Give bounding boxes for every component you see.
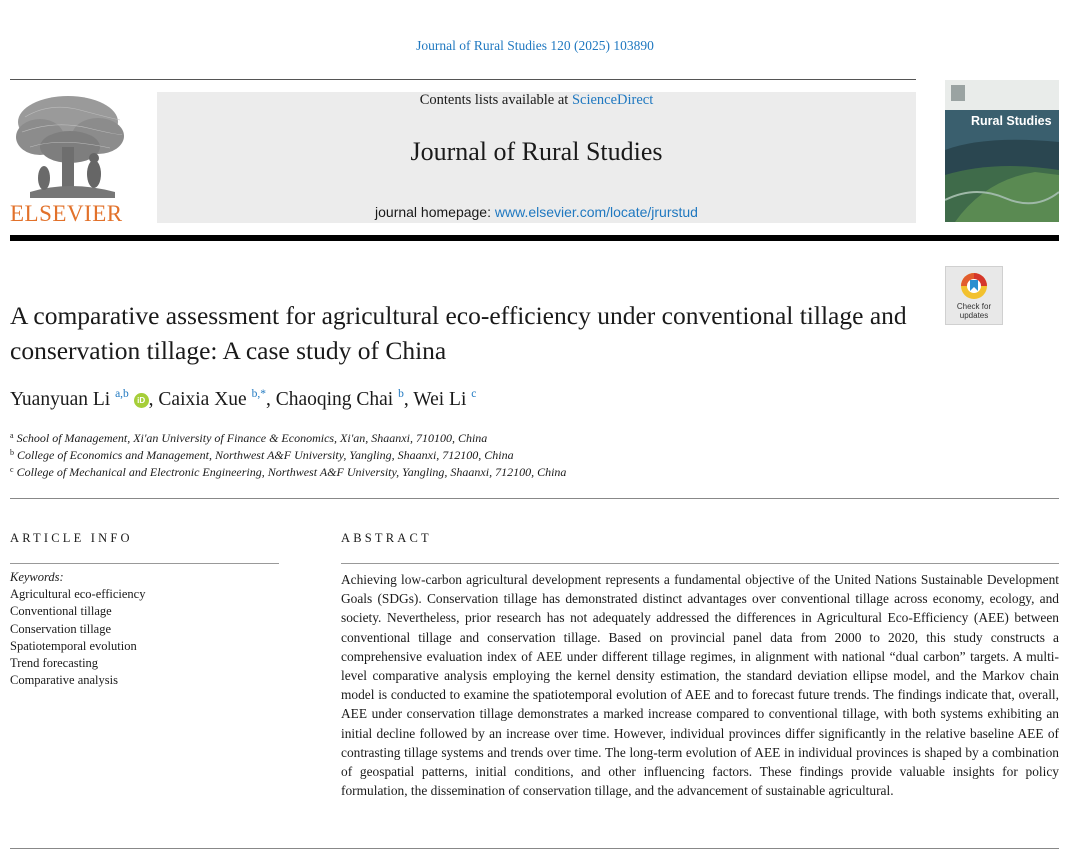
author-affiliation-mark[interactable]: a,b (115, 388, 129, 400)
author-affiliation-mark[interactable]: b,* (251, 388, 266, 400)
keyword-item: Spatiotemporal evolution (10, 638, 137, 653)
keywords-label: Keywords: (10, 570, 64, 584)
journal-banner (157, 92, 916, 223)
affiliation (10, 465, 566, 480)
author-name[interactable]: Wei Li (413, 389, 467, 410)
author-affiliation-mark[interactable]: c (471, 388, 477, 400)
crossmark-label (946, 302, 1002, 320)
header-divider (10, 79, 916, 80)
journal-cover-image[interactable] (945, 80, 1059, 222)
article-title: A comparative assessment for agricultural eco-efficiency under conventional tillage and conservation tillage: A case study of China (10, 301, 907, 365)
keyword-list (10, 586, 145, 690)
affiliation-text: College of Mechanical and Electronic Engineering, Northwest A&F University, Yangling, Shaanxi, 712100, China (16, 465, 567, 479)
author-name[interactable]: Yuanyuan Li (10, 389, 111, 410)
article-info-heading: ARTICLE INFO (10, 531, 133, 545)
keyword-item: Trend forecasting (10, 656, 99, 671)
keyword-item: Conventional tillage (10, 604, 112, 619)
affiliation-mark: b (10, 448, 14, 457)
affiliation-text: College of Economics and Management, Northwest A&F University, Yangling, Shaanxi, 712100, China (17, 448, 514, 462)
abstract-text: Achieving low-carbon agricultural development represents a fundamental objective of the United Nations Sustainable Development Goals (SDGs). Conservation tillage has demonstrated distinct advantages over conventional tillage across economy, ecology, and society. Nevertheless, prior research has not adequately addressed the differences in Agricultural Eco-Efficiency (AEE) between conventional tillage and conservation tillage. Based on provincial panel data from 2000 to 2020, this study constructs a comprehensive evaluation index of AEE under different tillage regimes, in alignment with national “dual carbon” targets. A multi-level comparative analysis employing the kernel density estimation, the standard deviation ellipse model, and the Markov chain model is conducted to examine the spatiotemporal evolution of AEE and to forecast future trends. The findings indicate that, overall, AEE under conservation tillage demonstrates a marked increase compared to conventional tillage, with both systems exhibiting an initial decline followed by an increase over time. However, individual provinces differ significantly in the relative baseline AEE of contrasting tillage systems and trends over time. The long-term evolution of AEE in individual provinces is shaped by a combination of geospatial patterns, initial conditions, and other influencing factors. These findings provide valuable insights for policy formulation, the dissemination of conservation tillage, and the advancement of sustainable agricultural. (341, 572, 1059, 799)
contents-line (157, 92, 916, 109)
affiliation-text: School of Management, Xi'an University of Finance & Economics, Xi'an, Shaanxi, 710100, China (16, 431, 488, 445)
homepage-prefix: journal homepage: (375, 204, 495, 220)
footer-divider (10, 848, 1059, 849)
author-affiliation-mark[interactable]: b (398, 388, 404, 400)
affiliation (10, 448, 514, 463)
keyword-item: Agricultural eco-efficiency (10, 587, 146, 601)
article-info-divider (10, 563, 279, 564)
crossmark-label-line2: updates (959, 311, 989, 320)
author-name[interactable]: Chaoqing Chai (275, 389, 394, 410)
affiliation-mark: c (10, 465, 14, 474)
homepage-line (157, 204, 916, 220)
journal-name[interactable]: Journal of Rural Studies (410, 137, 663, 166)
keyword-item: Conservation tillage (10, 621, 112, 636)
elsevier-wordmark[interactable]: ELSEVIER (10, 201, 123, 226)
journal-citation[interactable]: Journal of Rural Studies 120 (2025) 103890 (416, 38, 654, 53)
abstract-heading: ABSTRACT (341, 531, 432, 545)
crossmark-label-line1: Check for (956, 302, 992, 311)
cover-landscape-art (945, 80, 1059, 222)
cover-title: Rural Studies (971, 114, 1052, 128)
affiliation (10, 431, 487, 446)
author-list: Yuanyuan Li $^{a,b}$ iD , Caixia Xue $^{b,*}$, Chaoqing Chai $^b$, Wei Li $^c$ (10, 388, 477, 410)
contents-prefix: Contents lists available at (419, 92, 572, 108)
sciencedirect-link[interactable]: ScienceDirect (571, 92, 654, 108)
check-for-updates-button[interactable] (945, 266, 1003, 325)
section-divider (10, 498, 1059, 499)
homepage-link[interactable]: www.elsevier.com/locate/jrurstud (494, 204, 698, 220)
orcid-icon[interactable]: iD (134, 393, 149, 408)
author-name[interactable]: Caixia Xue (158, 389, 247, 410)
header-thick-rule (10, 235, 1059, 241)
crossmark-icon (959, 271, 989, 301)
affiliation-mark: a (10, 431, 14, 440)
keyword-item: Comparative analysis (10, 673, 118, 688)
abstract-divider (341, 563, 1059, 564)
